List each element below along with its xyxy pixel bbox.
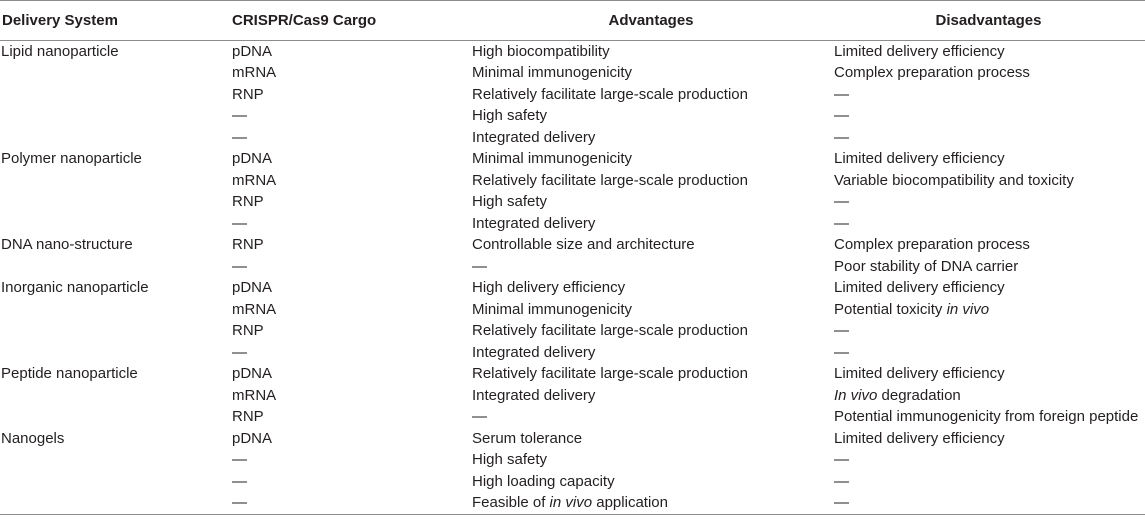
advantage-cell: — bbox=[472, 257, 487, 275]
advantage-cell: High delivery efficiency bbox=[472, 279, 626, 297]
delivery-system-cell bbox=[0, 471, 230, 493]
advantage-cell: High loading capacity bbox=[472, 472, 615, 490]
delivery-system-cell bbox=[0, 106, 230, 128]
delivery-system-cell: Inorganic nanoparticle bbox=[1, 279, 149, 297]
disadvantage-cell: — bbox=[834, 472, 849, 490]
cargo-cell: mRNA bbox=[232, 300, 277, 318]
advantage-cell: Controllable size and architecture bbox=[472, 236, 695, 254]
advantage-cell bbox=[470, 493, 832, 515]
advantage-cell: — bbox=[472, 408, 487, 426]
table-row bbox=[0, 41, 1145, 63]
table-row bbox=[0, 299, 1145, 321]
cargo-cell: RNP bbox=[232, 236, 264, 254]
header-row bbox=[0, 1, 1145, 41]
table-row bbox=[0, 278, 1145, 300]
advantage-cell: High safety bbox=[472, 451, 548, 469]
disadvantage-cell: Potential immunogenicity from foreign peptide bbox=[834, 408, 1139, 426]
disadvantage-cell: — bbox=[832, 493, 1145, 515]
advantage-cell: Integrated delivery bbox=[472, 128, 596, 146]
table-row bbox=[0, 450, 1145, 472]
cargo-cell: pDNA bbox=[232, 42, 273, 60]
disadvantage-cell: Variable biocompatibility and toxicity bbox=[834, 171, 1074, 189]
cargo-cell: — bbox=[232, 128, 247, 146]
delivery-system-cell bbox=[0, 84, 230, 106]
advantage-cell: Integrated delivery bbox=[472, 214, 596, 232]
delivery-system-cell bbox=[0, 299, 230, 321]
cargo-cell: RNP bbox=[232, 85, 264, 103]
header-delivery-system: Delivery System bbox=[0, 1, 230, 41]
cargo-cell: mRNA bbox=[232, 64, 277, 82]
table-row bbox=[0, 321, 1145, 343]
delivery-system-cell: Peptide nanoparticle bbox=[1, 365, 138, 383]
table-row bbox=[0, 385, 1145, 407]
advantage-cell: Integrated delivery bbox=[472, 386, 596, 404]
table-body bbox=[0, 41, 1145, 515]
header-cargo: CRISPR/Cas9 Cargo bbox=[230, 1, 470, 41]
cargo-cell: — bbox=[232, 214, 247, 232]
delivery-system-cell bbox=[0, 170, 230, 192]
disadvantage-cell: Poor stability of DNA carrier bbox=[834, 257, 1019, 275]
table-row bbox=[0, 213, 1145, 235]
table-row bbox=[0, 235, 1145, 257]
cargo-cell: mRNA bbox=[232, 386, 277, 404]
advantage-cell: Minimal immunogenicity bbox=[472, 150, 633, 168]
table-row bbox=[0, 192, 1145, 214]
table-row bbox=[0, 364, 1145, 386]
delivery-system-cell bbox=[0, 63, 230, 85]
disadvantage-cell: Limited delivery efficiency bbox=[834, 42, 1005, 60]
cargo-cell: — bbox=[232, 257, 247, 275]
advantage-cell: High safety bbox=[472, 107, 548, 125]
cargo-cell: mRNA bbox=[232, 171, 277, 189]
cargo-cell: — bbox=[232, 472, 247, 490]
delivery-system-cell: DNA nano-structure bbox=[1, 236, 133, 254]
delivery-system-cell bbox=[0, 192, 230, 214]
header-disadvantages: Disadvantages bbox=[832, 1, 1145, 41]
delivery-system-cell bbox=[0, 321, 230, 343]
table-row bbox=[0, 342, 1145, 364]
disadvantage-cell: Complex preparation process bbox=[834, 64, 1030, 82]
delivery-system-cell bbox=[0, 450, 230, 472]
delivery-system-cell bbox=[0, 407, 230, 429]
header-advantages: Advantages bbox=[470, 1, 832, 41]
cargo-cell: RNP bbox=[232, 408, 264, 426]
disadvantage-cell: Limited delivery efficiency bbox=[834, 150, 1005, 168]
advantage-cell-tail-text: application bbox=[596, 494, 668, 512]
advantage-cell: Minimal immunogenicity bbox=[472, 64, 633, 82]
disadvantage-cell: — bbox=[834, 343, 849, 361]
delivery-system-cell: Lipid nanoparticle bbox=[1, 42, 119, 60]
advantage-cell: Relatively facilitate large-scale production bbox=[472, 365, 748, 383]
table-row bbox=[0, 428, 1145, 450]
delivery-system-cell bbox=[0, 256, 230, 278]
table-row bbox=[0, 256, 1145, 278]
disadvantage-cell bbox=[832, 299, 1145, 321]
advantage-cell: Relatively facilitate large-scale production bbox=[472, 85, 748, 103]
cargo-cell: — bbox=[232, 107, 247, 125]
disadvantage-cell: — bbox=[834, 322, 849, 340]
advantage-cell: High safety bbox=[472, 193, 548, 211]
table-row bbox=[0, 63, 1145, 85]
disadvantage-cell-italic-text: in vivo bbox=[946, 300, 990, 318]
advantage-cell: Integrated delivery bbox=[472, 343, 596, 361]
table-row bbox=[0, 84, 1145, 106]
disadvantage-cell: Limited delivery efficiency bbox=[834, 279, 1005, 297]
disadvantage-cell: Limited delivery efficiency bbox=[834, 429, 1005, 447]
disadvantage-cell: — bbox=[834, 451, 849, 469]
delivery-system-cell bbox=[0, 385, 230, 407]
delivery-system-cell: Nanogels bbox=[1, 429, 65, 447]
disadvantage-cell: Limited delivery efficiency bbox=[834, 365, 1005, 383]
cargo-cell: pDNA bbox=[232, 150, 273, 168]
advantage-cell-italic-text: in vivo bbox=[549, 494, 593, 512]
cargo-cell: — bbox=[232, 451, 247, 469]
table-row bbox=[0, 471, 1145, 493]
disadvantage-cell: — bbox=[834, 85, 849, 103]
delivery-system-cell bbox=[0, 342, 230, 364]
disadvantage-cell-text: Potential toxicity bbox=[834, 300, 943, 318]
delivery-system-cell bbox=[0, 127, 230, 149]
table-row bbox=[0, 106, 1145, 128]
table-row bbox=[0, 170, 1145, 192]
cargo-cell: RNP bbox=[232, 193, 264, 211]
cargo-cell: — bbox=[230, 493, 470, 515]
table-row bbox=[0, 493, 1145, 515]
table-row bbox=[0, 149, 1145, 171]
disadvantage-cell-italic-text: In vivo bbox=[834, 386, 878, 404]
cargo-cell: pDNA bbox=[232, 429, 273, 447]
disadvantage-cell: — bbox=[834, 107, 849, 125]
disadvantage-cell: Complex preparation process bbox=[834, 236, 1030, 254]
disadvantage-cell-text: degradation bbox=[881, 386, 961, 404]
cargo-cell: — bbox=[232, 343, 247, 361]
table-row bbox=[0, 127, 1145, 149]
delivery-system-cell: Polymer nanoparticle bbox=[1, 150, 142, 168]
disadvantage-cell: — bbox=[834, 214, 849, 232]
disadvantage-cell bbox=[832, 385, 1145, 407]
cargo-cell: pDNA bbox=[232, 279, 273, 297]
disadvantage-cell: — bbox=[834, 193, 849, 211]
disadvantage-cell: — bbox=[834, 128, 849, 146]
advantage-cell-text: Feasible of bbox=[472, 494, 546, 512]
advantage-cell: High biocompatibility bbox=[472, 42, 610, 60]
delivery-system-cell bbox=[0, 213, 230, 235]
cargo-cell: pDNA bbox=[232, 365, 273, 383]
cargo-cell: RNP bbox=[232, 322, 264, 340]
table-row bbox=[0, 407, 1145, 429]
advantage-cell: Relatively facilitate large-scale production bbox=[472, 322, 748, 340]
advantage-cell: Minimal immunogenicity bbox=[472, 300, 633, 318]
advantage-cell: Serum tolerance bbox=[472, 429, 583, 447]
delivery-system-cell bbox=[0, 493, 230, 515]
advantage-cell: Relatively facilitate large-scale production bbox=[472, 171, 748, 189]
